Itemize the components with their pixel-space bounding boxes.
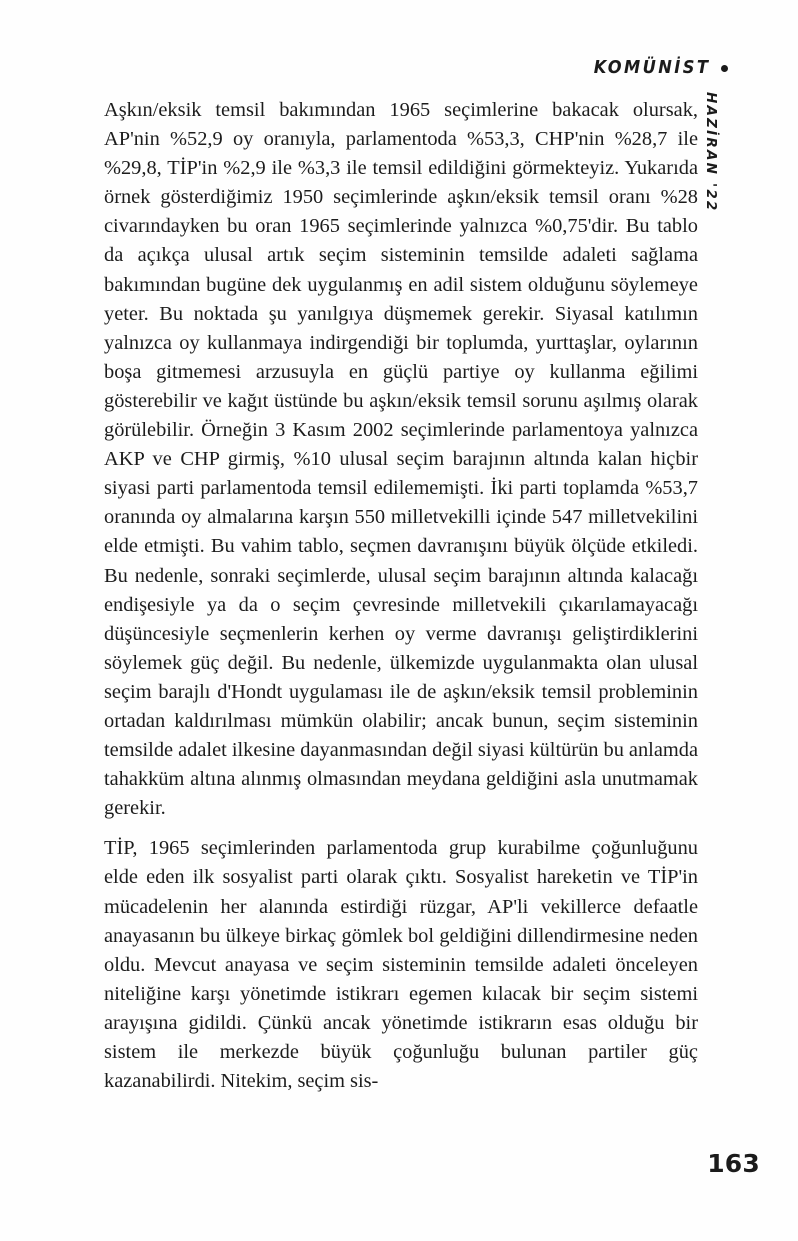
bullet-separator-icon xyxy=(721,65,728,72)
vertical-issue-date xyxy=(703,90,741,220)
publication-title: KOMÜNİST xyxy=(593,58,710,79)
paragraph: Aşkın/eksik temsil bakımından 1965 seçimlerine bakacak olursak, AP'nin %52,9 oy oranıyla, parlamentoda %53,3, CHP'nin %28,7 ile %29,8, TİP'in %2,9 ile %3,3 ile temsil edildiğini görmekteyiz. Yukarıda örnek gösterdiğimiz 1950 seçimlerinde aşkın/eksik temsil oranı %28 civarındayken bu oran 1965 seçimlerinde yalnızca %0,75'dir. Bu tablo da açıkça ulusal artık seçim sisteminin temsilde adaleti sağlama bakımından bugüne dek uygulanmış en adil sistem olduğunu söylemeye yeter. Bu noktada şu yanılgıya düşmemek gerekir. Siyasal katılımın yalnızca oy kullanmaya indirgendiği bir toplumda, yurttaşlar, oylarının boşa gitmemesi arzusuyla en güçlü partiye oy kullanma eğilimi gösterebilir ve kağıt üstünde bu aşkın/eksik temsil sorunu aşılmış olarak görülebilir. Örneğin 3 Kasım 2002 seçimlerinde parlamentoya yalnızca AKP ve CHP girmiş, %10 ulusal seçim barajının altında kalan hiçbir siyasi parti parlamentoda temsil edilememişti. İki parti toplamda %53,7 oranında oy almalarına karşın 550 milletvekilli içinde 547 milletvekilini elde etmişti. Bu vahim tablo, seçmen davranışını büyük ölçüde etkiledi. Bu nedenle, sonraki seçimlerde, ulusal seçim barajının altında kalacağı endişesiyle ya da o seçim çevresinde milletvekili çıkarılamayacağı düşüncesiyle seçmenlerin kerhen oy verme davranışı geliştirdiklerini söylemek güç değil. Bu nedenle, ülkemizde uygulanmakta olan ulusal seçim barajlı d'Hondt uygulaması ile de aşkın/eksik temsil probleminin ortadan kaldırılması mümkün olabilir; ancak bunun, seçim sisteminin temsilde adalet ilkesine dayanmasından değil siyasi kültürün bu anlamda tahakküm altına alınmış olmasından meydana geldiğini asla unutmamak gerekir. xyxy=(104,99,698,820)
issue-date-label: HAZİRAN '22 xyxy=(703,92,719,213)
body-text-block xyxy=(104,96,698,1096)
paragraph: TİP, 1965 seçimlerinden parlamentoda grup kurabilme çoğunluğunu elde eden ilk sosyalist parti olarak çıktı. Sosyalist hareketin ve TİP'in mücadelenin her alanında estirdiği rüzgar, AP'li vekillerce defaatle anayasanın bu ülkeye birkaç gömlek bol geldiğini dillendirmesine neden oldu. Mevcut anayasa ve seçim sisteminin temsilde adaleti önceleyen niteliğine karşı yönetimde istikrarı egemen kılacak bir seçim sistemi arayışına gidildi. Çünkü ancak yönetimde istikrarın esas olduğu bir sistem ile merkezde büyük çoğunluğu bulunan partiler güç kazanabilirdi. Nitekim, seçim sis- xyxy=(104,837,698,1093)
running-head xyxy=(585,57,728,81)
page-number: 163 xyxy=(707,1149,760,1178)
